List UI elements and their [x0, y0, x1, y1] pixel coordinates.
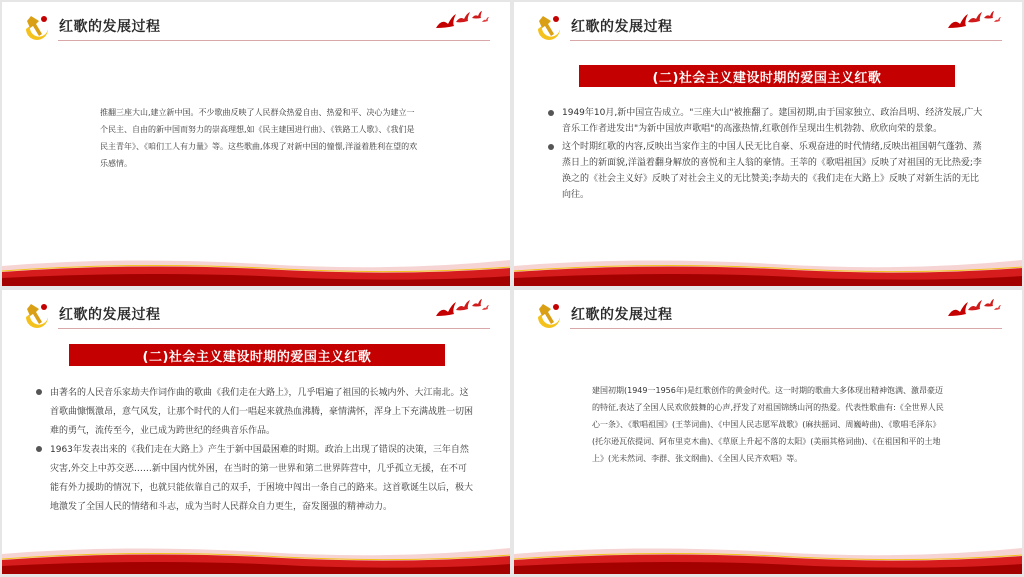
doves-icon: [946, 8, 1002, 34]
title-underline: [58, 40, 490, 41]
bullet-dot-icon: [548, 144, 554, 150]
body-paragraph: 推翻三座大山,建立新中国。不少歌曲反映了人民群众热爱自由、热爱和平、决心为建立一个民主、自由的新中国而努力的崇高理想,如《民主建国进行曲》、《铁路工人歌》、《我们是民主青年》、《咱们工人有力量》等。这些歌曲,体现了对新中国的憧憬,洋溢着胜利在望的欢乐感情。: [100, 108, 418, 168]
slide-2[interactable]: [514, 2, 1022, 286]
body-paragraph: 建国初期(1949一1956年)是红歌创作的黄金时代。这一时期的歌曲大多体现出精神饱满、激昂豪迈的特征,表达了全国人民欢欣鼓舞的心声,抒发了对祖国锦绣山河的热爱。代表性歌曲有:《全世界人民心一条》、《歌唱祖国》(王莘词曲)、《中国人民志愿军战歌》(麻扶摇词、周巍峙曲)、《歌唱毛泽东》(托尔逊瓦依提词、阿布里克木曲)、《草原上升起不落的太阳》(美丽其格词曲)、《在祖国和平的土地上》(光未然词、李群、张文纲曲)、《全国人民齐欢唱》等。: [592, 386, 944, 463]
red-wave-footer: [2, 540, 510, 574]
section-banner: (二)社会主义建设时期的爱国主义红歌: [579, 65, 955, 87]
slide-title: 红歌的发展过程: [571, 307, 673, 323]
bullet-item: [548, 139, 984, 203]
party-emblem-icon: [534, 300, 564, 330]
doves-icon: [946, 296, 1002, 322]
party-emblem-icon: [22, 12, 52, 42]
bullet-list: [36, 384, 474, 517]
title-underline: [58, 328, 490, 329]
bullet-text: 1949年10月,新中国宣告成立。"三座大山"被推翻了。建国初期,由于国家独立、政治昌明、经济发展,广大音乐工作者进发出"为新中国放声歌唱"的高涨热情,红歌创作呈现出生机勃勃、欣欣向荣的景象。: [562, 108, 983, 134]
bullet-dot-icon: [36, 446, 42, 452]
slide-title: 红歌的发展过程: [571, 19, 673, 35]
bullet-text: 1963年发表出来的《我们走在大路上》产生于新中国最困难的时期。政治上出现了错误的决策，三年自然灾害,外交上中苏交恶……新中国内忧外困，在当时的第一世界和第二世界阵营中，几乎孤立无援，在不可能有外力援助的情况下，也就只能依靠自己的双手，于困境中闯出一条自己的路来。这首歌诞生以后，极大地激发了全国人民的情绪和斗志，成为当时人民群众自力更生，奋发图强的精神动力。: [50, 445, 474, 512]
bullet-text: 由著名的人民音乐家劫夫作词作曲的歌曲《我们走在大路上》，几乎唱遍了祖国的长城内外、大江南北。这首歌曲慷慨激昂，意气风发，让那个时代的人们一唱起来就热血沸腾，豪情满怀，浑身上下充满战胜一切困难的勇气，流传至今，业已成为跨世纪的经典音乐作品。: [50, 388, 474, 436]
red-wave-footer: [514, 252, 1022, 286]
bullet-dot-icon: [36, 389, 42, 395]
slide-3[interactable]: [2, 290, 510, 574]
red-wave-footer: [514, 540, 1022, 574]
doves-icon: [434, 8, 490, 34]
bullet-list: [548, 105, 984, 205]
slide-title: 红歌的发展过程: [59, 19, 161, 35]
slide-title: 红歌的发展过程: [59, 307, 161, 323]
party-emblem-icon: [22, 300, 52, 330]
bullet-text: 这个时期红歌的内容,反映出当家作主的中国人民无比自豪、乐观奋进的时代情绪,反映出祖国朝气蓬勃、蒸蒸日上的新面貌,洋溢着翻身解放的喜悦和主人翁的豪情。王莘的《歌唱祖国》反映了对祖国的无比热爱;李涣之的《社会主义好》反映了对社会主义的无比赞美;李劫夫的《我们走在大路上》反映了对新生活的无比向往。: [562, 142, 982, 200]
party-emblem-icon: [534, 12, 564, 42]
bullet-item: [36, 441, 474, 517]
slide-4[interactable]: [514, 290, 1022, 574]
doves-icon: [434, 296, 490, 322]
bullet-item: [36, 384, 474, 441]
bullet-item: [548, 105, 984, 137]
title-underline: [570, 328, 1002, 329]
section-banner: (二)社会主义建设时期的爱国主义红歌: [69, 344, 445, 366]
bullet-dot-icon: [548, 110, 554, 116]
red-wave-footer: [2, 252, 510, 286]
title-underline: [570, 40, 1002, 41]
slide-1[interactable]: [2, 2, 510, 286]
